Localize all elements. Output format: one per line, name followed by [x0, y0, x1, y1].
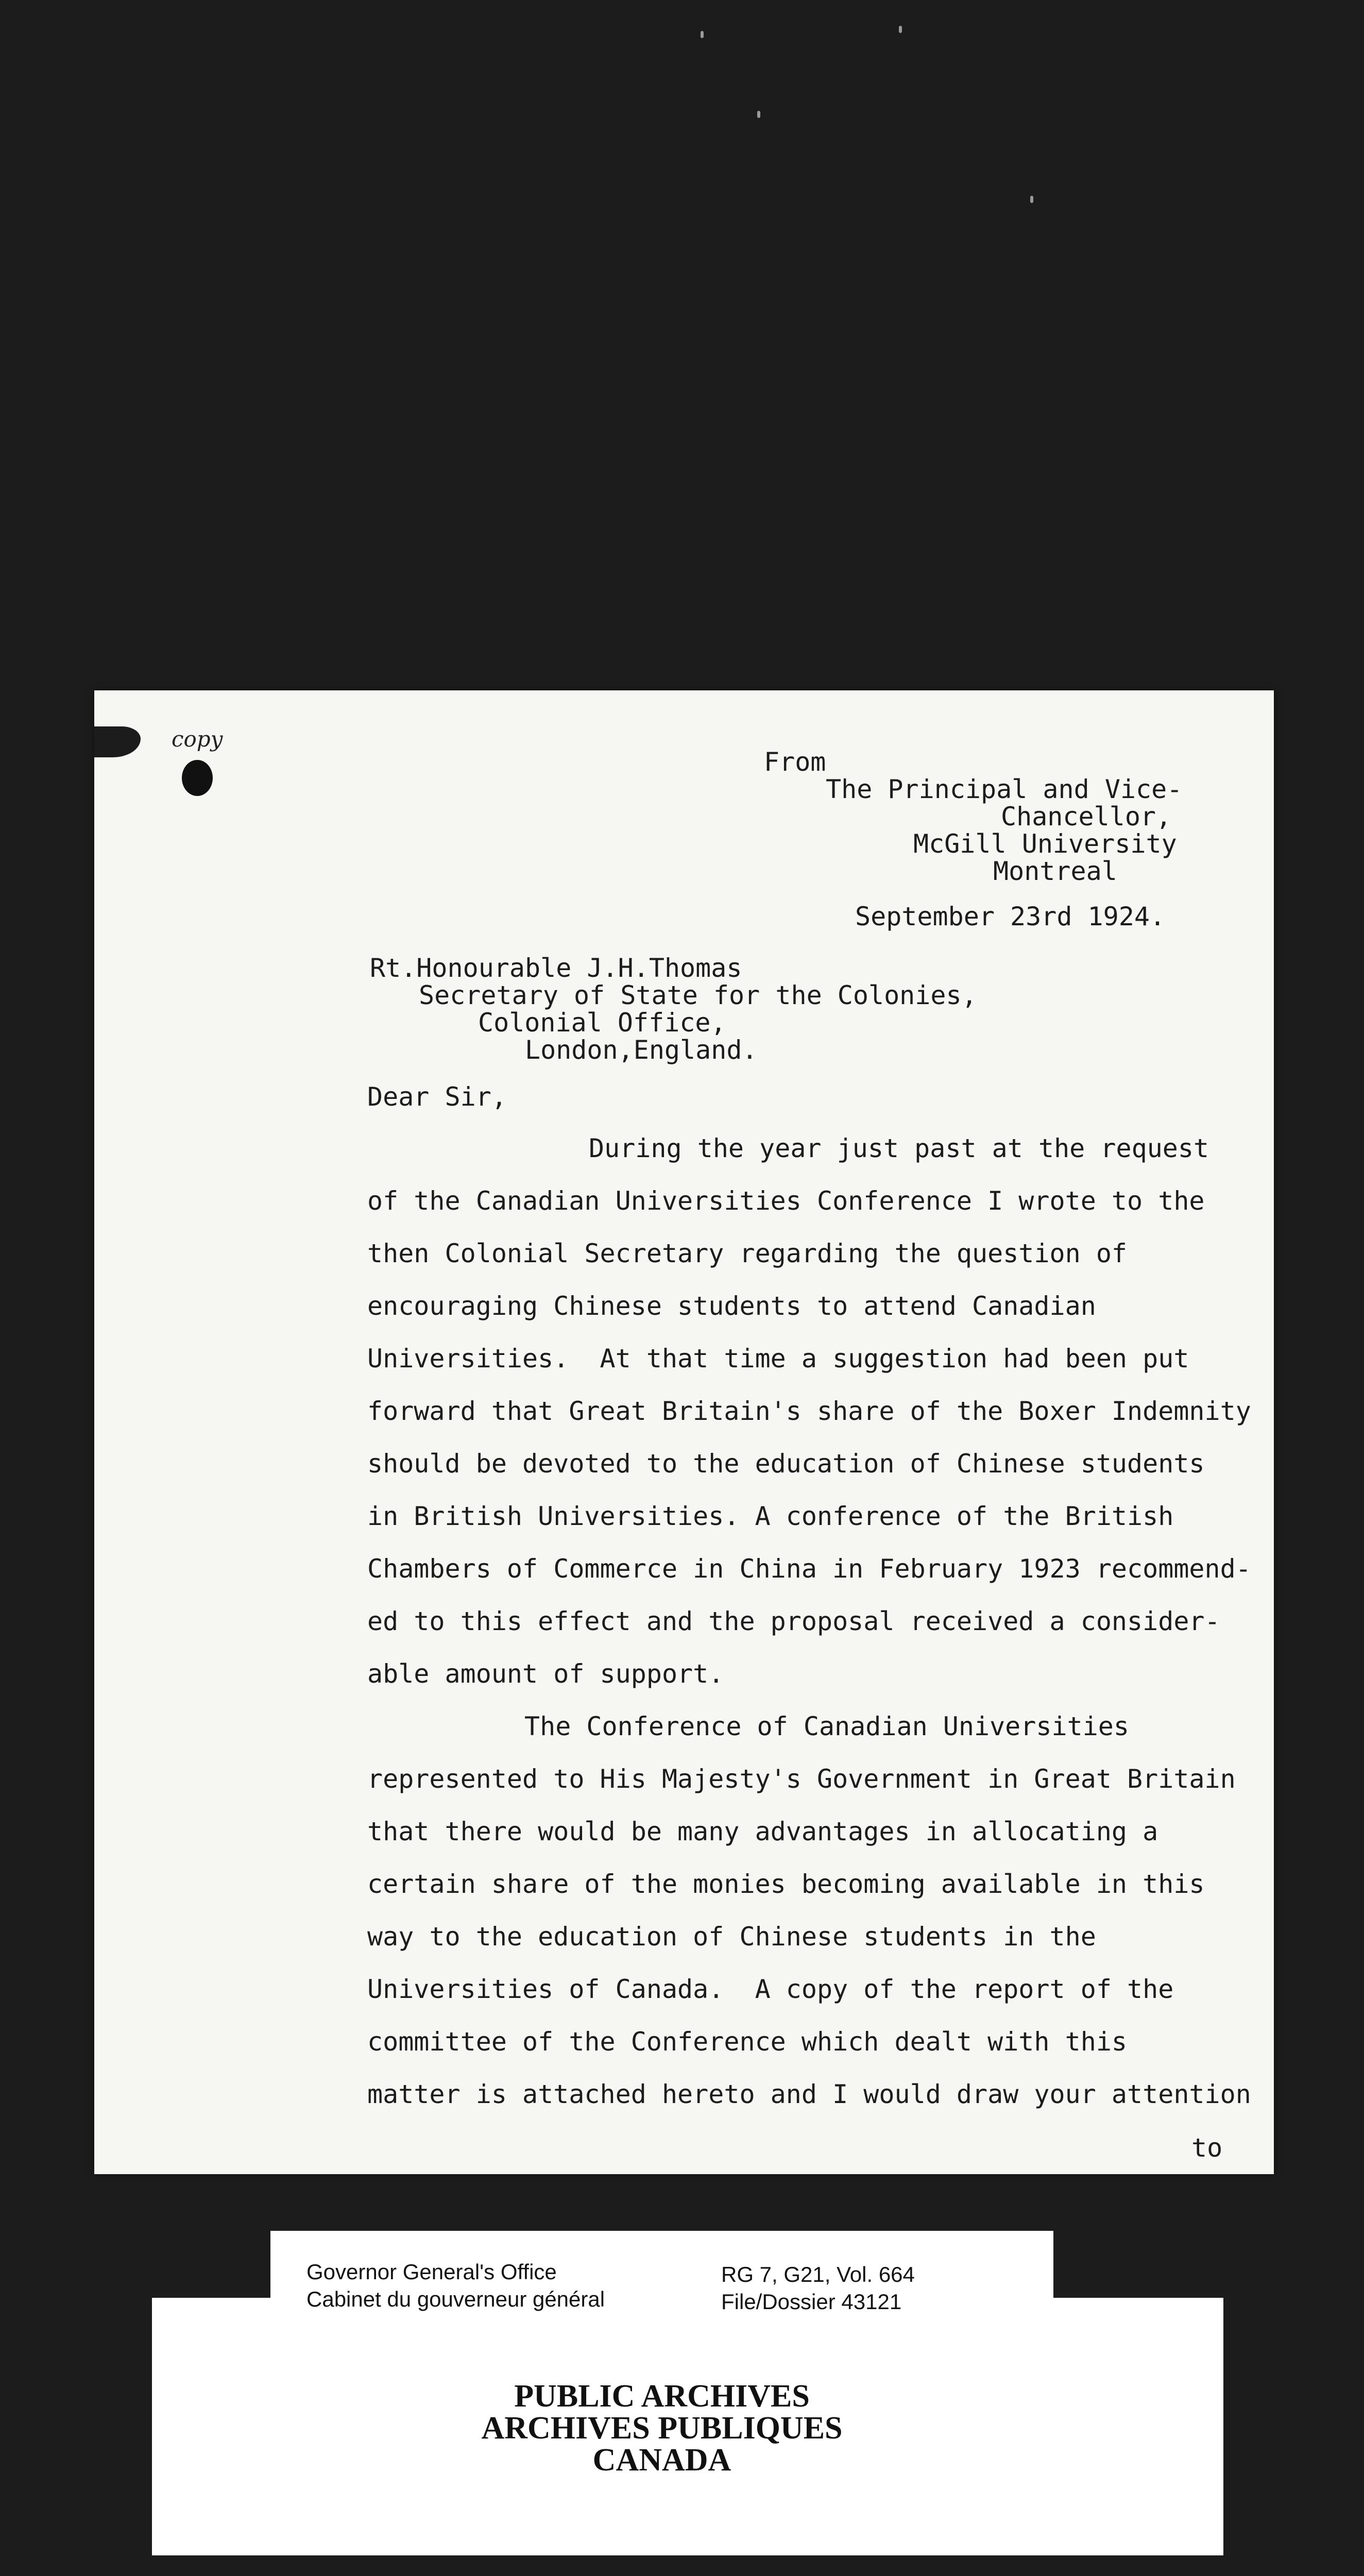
salutation: Dear Sir, — [367, 1082, 507, 1112]
archive-stamp — [270, 2380, 1053, 2476]
scan-speck — [1030, 196, 1033, 203]
body-line: Universities. At that time a suggestion had been put — [367, 1344, 1189, 1374]
scan-speck — [899, 26, 902, 33]
continuation-word: to — [1191, 2133, 1223, 2163]
body-line: able amount of support. — [367, 1659, 724, 1689]
addressee-line-3: Colonial Office, — [478, 1008, 726, 1038]
body-line: certain share of the monies becoming available in this — [367, 1869, 1205, 1899]
ink-blot — [182, 760, 213, 796]
record-group-reference: RG 7, G21, Vol. 664 — [721, 2262, 915, 2286]
file-reference: File/Dossier 43121 — [721, 2290, 902, 2314]
addressee-line-1: Rt.Honourable J.H.Thomas — [370, 953, 742, 983]
from-line-2: Chancellor, — [1001, 802, 1172, 832]
stamp-line-public-archives: PUBLIC ARCHIVES — [514, 2379, 810, 2414]
from-line-4: Montreal — [993, 856, 1117, 886]
from-line-3: McGill University — [913, 829, 1177, 859]
body-line: committee of the Conference which dealt with this — [367, 2027, 1128, 2057]
body-line: forward that Great Britain's share of the Boxer Indemnity — [367, 1396, 1251, 1426]
letter-page — [94, 690, 1274, 2174]
office-name-fr: Cabinet du gouverneur général — [306, 2287, 605, 2311]
body-line: matter is attached hereto and I would draw your attention — [367, 2079, 1251, 2109]
office-name-en: Governor General's Office — [306, 2260, 557, 2284]
body-line: then Colonial Secretary regarding the question of — [367, 1239, 1128, 1268]
body-line: way to the education of Chinese students in the — [367, 1922, 1096, 1952]
body-line: encouraging Chinese students to attend Canadian — [367, 1291, 1096, 1321]
stamp-line-canada: CANADA — [592, 2443, 731, 2478]
addressee-line-2: Secretary of State for the Colonies, — [419, 980, 977, 1010]
addressee-line-4: London,England. — [525, 1035, 758, 1065]
copy-label: copy — [172, 726, 223, 752]
scan-speck — [701, 31, 704, 38]
from-label: From — [764, 747, 826, 777]
body-line: ed to this effect and the proposal received a consider- — [367, 1606, 1220, 1636]
stamp-line-archives-publiques: ARCHIVES PUBLIQUES — [481, 2411, 843, 2446]
body-line: should be devoted to the education of Chinese students — [367, 1449, 1205, 1479]
copy-annotation — [115, 711, 213, 799]
body-line: that there would be many advantages in allocating a — [367, 1817, 1158, 1846]
body-line: of the Canadian Universities Conference I wrote to the — [367, 1186, 1205, 1216]
body-line: The Conference of Canadian Universities — [524, 1711, 1129, 1741]
from-line-1: The Principal and Vice- — [826, 774, 1183, 804]
letter-date: September 23rd 1924. — [855, 902, 1166, 931]
body-line: Universities of Canada. A copy of the report of the — [367, 1974, 1174, 2004]
page-tear — [94, 726, 141, 757]
scan-speck — [757, 111, 760, 118]
body-line: in British Universities. A conference of the British — [367, 1501, 1174, 1531]
body-line: During the year just past at the request — [589, 1133, 1209, 1163]
body-line: represented to His Majesty's Government in Great Britain — [367, 1764, 1236, 1794]
body-line: Chambers of Commerce in China in February 1923 recommend- — [367, 1554, 1251, 1584]
